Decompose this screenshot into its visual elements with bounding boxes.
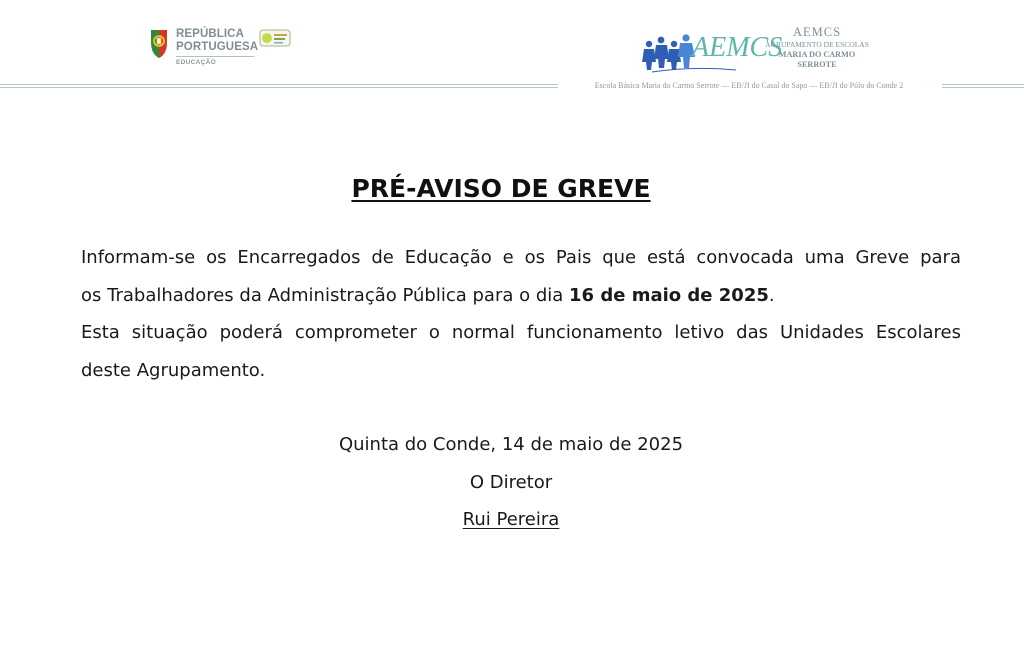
place-date: Quinta do Conde, 14 de maio de 2025 bbox=[338, 434, 684, 455]
notice-line-3: Esta situação poderá comprometer o normal funcionamento letivo das Unidades Escolares bbox=[81, 322, 961, 343]
notice-line-2 bbox=[81, 277, 961, 315]
republica-line1: REPÚBLICA bbox=[176, 28, 244, 40]
aemcs-name-block bbox=[756, 26, 878, 70]
signatory-role: O Diretor bbox=[469, 471, 553, 493]
signature-block bbox=[0, 426, 1022, 539]
signatory-name: Rui Pereira bbox=[462, 509, 560, 530]
republica-line2: PORTUGUESA bbox=[176, 40, 259, 53]
notice-title bbox=[0, 174, 1002, 203]
schools-list: Escola Básica Maria do Carmo Serrote — EB/JI do Casal do Sapo — EB/JI do Pólo do Conde 2 bbox=[594, 81, 904, 90]
aemcs-figures-logo bbox=[640, 22, 783, 76]
document-header bbox=[0, 0, 1024, 96]
notice-line-2-end: . bbox=[768, 284, 775, 306]
aemcs-abbr: AEMCS bbox=[792, 25, 842, 39]
notice-line-1: Informam-se os Encarregados de Educação e os Pais que está convocada uma Greve para bbox=[81, 247, 961, 268]
header-rule-left-2 bbox=[0, 87, 558, 88]
notice-line-4: deste Agrupamento. bbox=[81, 359, 266, 381]
header-rule-left bbox=[0, 84, 558, 85]
republica-subtitle: EDUCAÇÃO bbox=[176, 59, 216, 66]
header-rule-right bbox=[942, 84, 1024, 85]
notice-body bbox=[81, 239, 961, 389]
aemcs-school-line1: MARIA DO CARMO bbox=[778, 50, 856, 59]
republica-portuguesa-logo bbox=[147, 28, 297, 70]
aemcs-school-line2: SERROTE bbox=[797, 60, 837, 69]
republica-divider bbox=[176, 56, 254, 57]
svg-text:AEMCS: AEMCS bbox=[692, 32, 783, 63]
strike-date: 16 de maio de 2025 bbox=[569, 284, 769, 306]
eco-school-stamp-icon bbox=[259, 28, 291, 48]
header-rule-right-2 bbox=[942, 87, 1024, 88]
portugal-shield-icon bbox=[147, 28, 173, 60]
republica-portuguesa-name bbox=[176, 28, 258, 53]
notice-title-text: PRÉ-AVISO DE GREVE bbox=[351, 174, 651, 203]
notice-line-2-text: os Trabalhadores da Administração Pública para o dia bbox=[81, 284, 570, 306]
aemcs-group-label: AGRUPAMENTO DE ESCOLAS bbox=[765, 40, 869, 49]
